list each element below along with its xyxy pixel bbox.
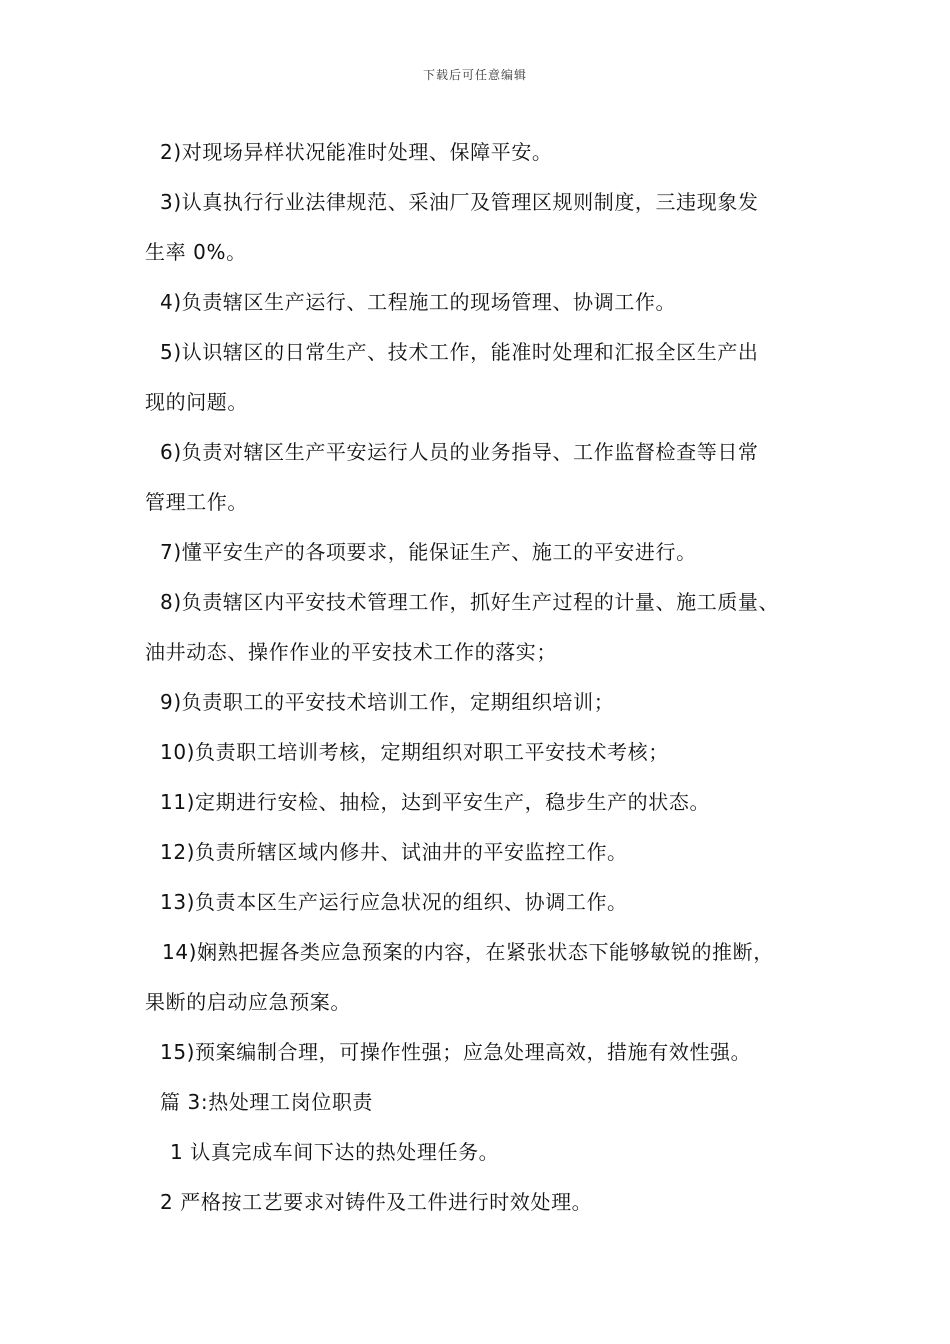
- paragraph-line: 3)认真执行行业法律规范、采油厂及管理区规则制度，三违现象发: [160, 190, 759, 214]
- paragraph-line: 1 认真完成车间下达的热处理任务。: [170, 1140, 500, 1164]
- paragraph-line: 2)对现场异样状况能准时处理、保障平安。: [160, 140, 553, 164]
- paragraph-line: 4)负责辖区生产运行、工程施工的现场管理、协调工作。: [160, 290, 677, 314]
- paragraph-line: 11)定期进行安检、抽检，达到平安生产，稳步生产的状态。: [160, 790, 711, 814]
- paragraph-line: 生率 0%。: [145, 240, 247, 264]
- paragraph-line: 12)负责所辖区域内修井、试油井的平安监控工作。: [160, 840, 628, 864]
- paragraph-line: 管理工作。: [145, 490, 248, 514]
- paragraph-line: 13)负责本区生产运行应急状况的组织、协调工作。: [160, 890, 628, 914]
- document-body: [145, 127, 825, 1227]
- paragraph-line: 现的问题。: [145, 390, 248, 414]
- page-header: 下载后可任意编辑: [422, 68, 527, 82]
- paragraph-line: 5)认识辖区的日常生产、技术工作，能准时处理和汇报全区生产出: [160, 340, 759, 364]
- section-heading: 篇 3:热处理工岗位职责: [160, 1090, 374, 1114]
- paragraph-line: 果断的启动应急预案。: [145, 990, 351, 1014]
- paragraph-line: 7)懂平安生产的各项要求，能保证生产、施工的平安进行。: [160, 540, 697, 564]
- paragraph-line: 14)娴熟把握各类应急预案的内容，在紧张状态下能够敏锐的推断，: [162, 940, 774, 964]
- paragraph-line: 6)负责对辖区生产平安运行人员的业务指导、工作监督检查等日常: [160, 440, 759, 464]
- paragraph-line: 15)预案编制合理，可操作性强；应急处理高效，措施有效性强。: [160, 1040, 752, 1064]
- paragraph-line: 2 严格按工艺要求对铸件及工件进行时效处理。: [160, 1190, 593, 1214]
- paragraph-line: 8)负责辖区内平安技术管理工作，抓好生产过程的计量、施工质量、: [160, 590, 780, 614]
- paragraph-line: 油井动态、操作作业的平安技术工作的落实；: [145, 640, 557, 664]
- paragraph-line: 10)负责职工培训考核，定期组织对职工平安技术考核；: [160, 740, 669, 764]
- paragraph-line: 9)负责职工的平安技术培训工作，定期组织培训；: [160, 690, 615, 714]
